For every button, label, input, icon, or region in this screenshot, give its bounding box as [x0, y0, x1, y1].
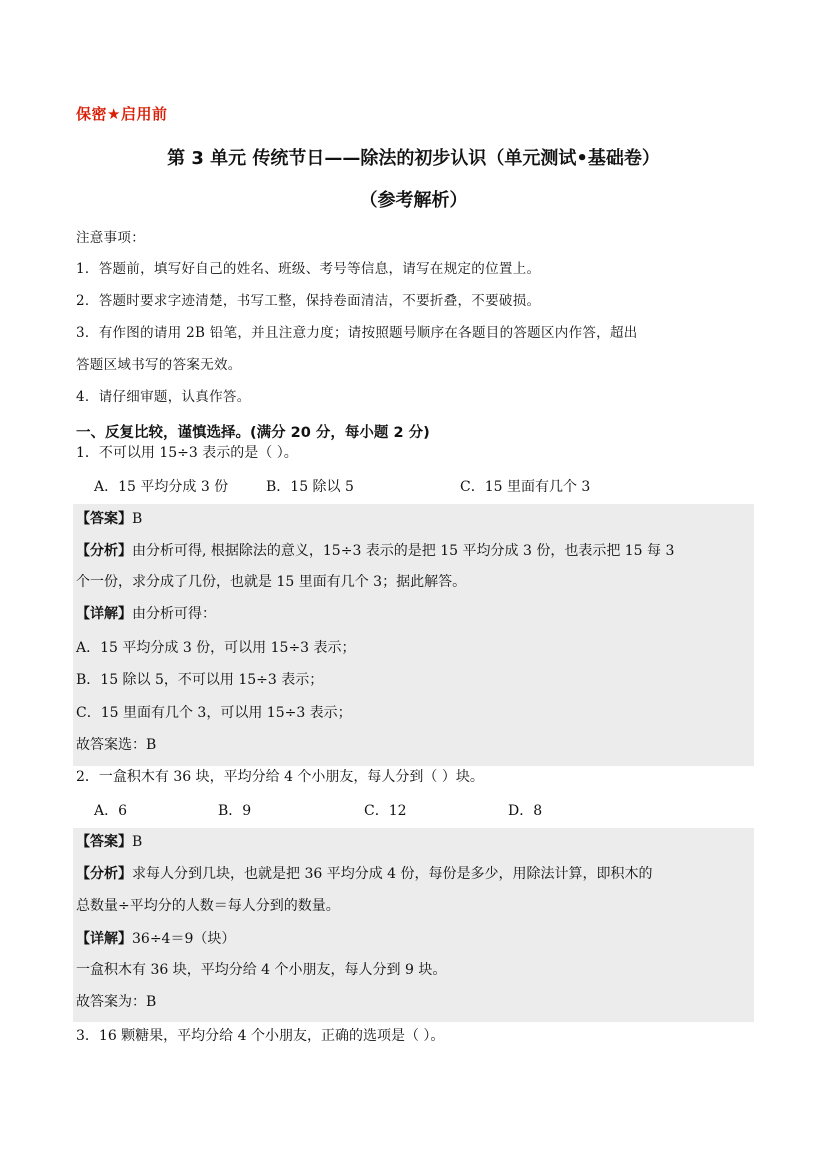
notice-item-1: 1．答题前，填写好自己的姓名、班级、考号等信息，请写在规定的位置上。: [76, 261, 541, 277]
question-1-option-b: B．15 除以 5: [266, 479, 354, 495]
question-1-detail-c: C．15 里面有几个 3，可以用 15÷3 表示；: [76, 705, 352, 721]
question-1-detail-b: B．15 除以 5，不可以用 15÷3 表示；: [76, 672, 324, 688]
question-2-answer: 【答案】B: [76, 834, 143, 850]
notice-item-3: 3．有作图的请用 2B 铅笔，并且注意力度；请按照题号顺序在各题目的答题区内作答，超出: [76, 325, 638, 341]
notice-item-4: 4．请仔细审题，认真作答。: [76, 389, 251, 405]
page-subtitle: （参考解析）: [359, 190, 468, 211]
question-1-analysis: 【分析】由分析可得, 根据除法的意义，15÷3 表示的是把 15 平均分成 3 份，也表示把 15 每 3: [76, 543, 675, 559]
question-2-analysis-cont: 总数量÷平均分的人数＝每人分到的数量。: [76, 898, 340, 914]
question-2-detail-line: 一盒积木有 36 块，平均分给 4 个小朋友，每人分到 9 块。: [76, 962, 447, 978]
question-2-option-b: B．9: [218, 803, 252, 819]
section-heading: 一、反复比较，谨慎选择。(满分 20 分，每小题 2 分): [76, 425, 430, 441]
question-1-option-a: A．15 平均分成 3 份: [94, 479, 229, 495]
question-1-detail: 【详解】由分析可得：: [76, 606, 216, 622]
question-2-detail: 【详解】36÷4＝9（块）: [76, 931, 236, 947]
question-2-option-c: C．12: [364, 803, 407, 819]
question-2-stem: 2．一盒积木有 36 块，平均分给 4 个小朋友，每人分到（ ）块。: [76, 769, 484, 785]
confidential-label: 保密★启用前: [76, 105, 168, 123]
question-2-option-a: A．6: [94, 803, 128, 819]
question-1-stem: 1．不可以用 15÷3 表示的是（ ）。: [76, 445, 298, 461]
page-title: 第 3 单元 传统节日——除法的初步认识（单元测试•基础卷）: [167, 148, 660, 169]
question-3-stem: 3．16 颗糖果，平均分给 4 个小朋友，正确的选项是（ ）。: [76, 1028, 445, 1044]
question-1-analysis-cont: 个一份，求分成了几份，也就是 15 里面有几个 3；据此解答。: [76, 574, 467, 590]
question-1-answer: 【答案】B: [76, 511, 143, 527]
notice-heading: 注意事项：: [76, 230, 145, 246]
question-2-option-d: D．8: [508, 803, 543, 819]
notice-item-3-cont: 答题区域书写的答案无效。: [76, 357, 242, 373]
question-1-conclusion: 故答案选：B: [76, 737, 157, 753]
question-2-conclusion: 故答案为：B: [76, 994, 157, 1010]
question-1-detail-a: A．15 平均分成 3 份，可以用 15÷3 表示；: [76, 640, 356, 656]
question-2-analysis: 【分析】求每人分到几块，也就是把 36 平均分成 4 份，每份是多少，用除法计算，即积木的: [76, 866, 653, 882]
notice-item-2: 2．答题时要求字迹清楚，书写工整，保持卷面清洁，不要折叠，不要破损。: [76, 293, 541, 309]
question-1-option-c: C．15 里面有几个 3: [460, 479, 591, 495]
question-2-solution-box: [73, 828, 754, 1022]
